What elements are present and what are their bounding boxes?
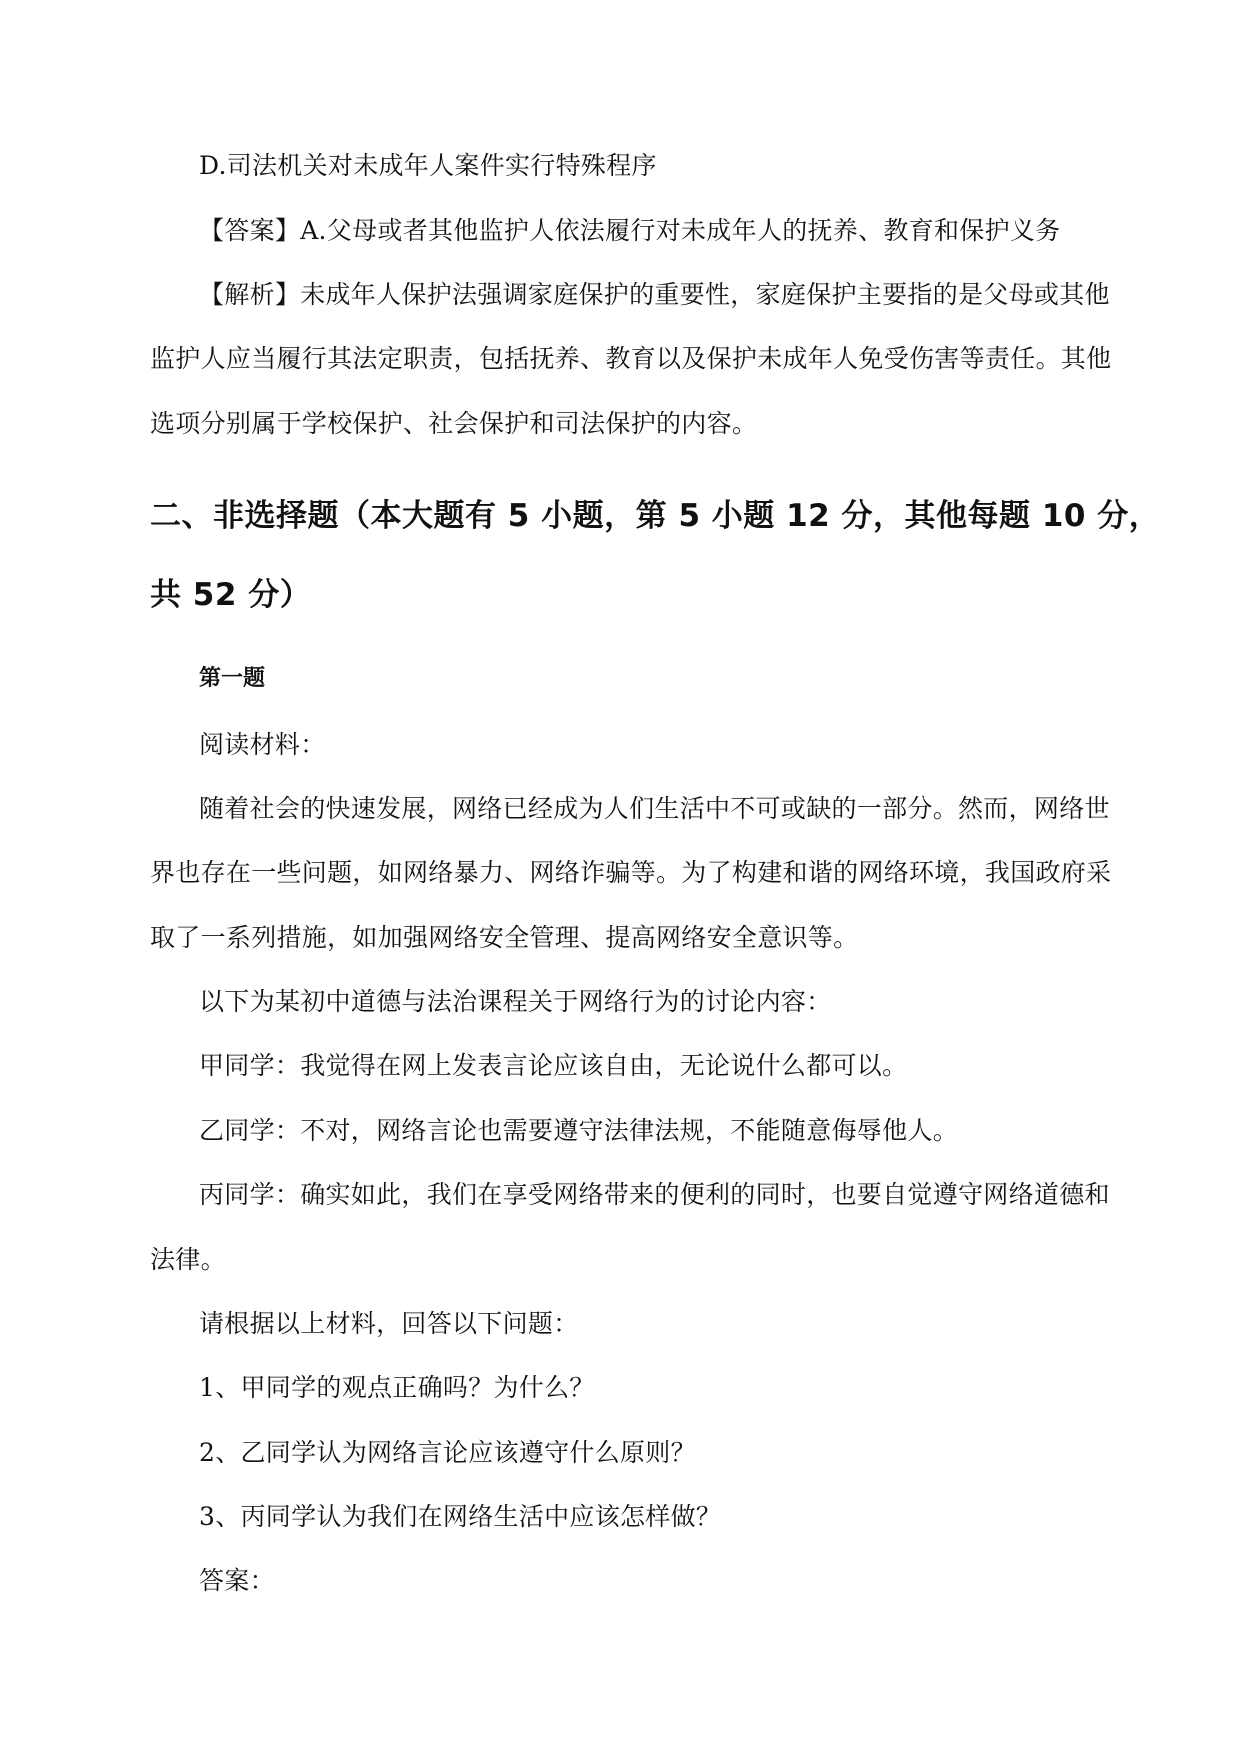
student-c-statement-line-2: 法律。 (150, 1245, 226, 1274)
discussion-intro: 以下为某初中道德与法治课程关于网络行为的讨论内容： (199, 987, 832, 1016)
read-label: 阅读材料： (199, 730, 326, 759)
material-line-2: 界也存在一些问题，如网络暴力、网络诈骗等。为了构建和谐的网络环境，我国政府采 (150, 858, 1112, 887)
material-line-1: 随着社会的快速发展，网络已经成为人们生活中不可或缺的一部分。然而，网络世 (199, 794, 1110, 823)
analysis-line-1: 【解析】未成年人保护法强调家庭保护的重要性，家庭保护主要指的是父母或其他 (199, 280, 1110, 309)
student-b-statement: 乙同学：不对，网络言论也需要遵守法律法规，不能随意侮辱他人。 (199, 1116, 959, 1145)
material-line-3: 取了一系列措施，如加强网络安全管理、提高网络安全意识等。 (150, 923, 859, 952)
sub-question-1: 1、甲同学的观点正确吗？为什么？ (199, 1373, 595, 1402)
question-prompt: 请根据以上材料，回答以下问题： (199, 1309, 579, 1338)
student-a-statement: 甲同学：我觉得在网上发表言论应该自由，无论说什么都可以。 (199, 1051, 908, 1080)
section-heading-line-1: 二、非选择题（本大题有 5 小题，第 5 小题 12 分，其他每题 10 分， (150, 498, 1161, 534)
answer-line: 【答案】A.父母或者其他监护人依法履行对未成年人的抚养、教育和保护义务 (199, 216, 1061, 245)
sub-question-3: 3、丙同学认为我们在网络生活中应该怎样做？ (199, 1502, 722, 1531)
analysis-line-2: 监护人应当履行其法定职责，包括抚养、教育以及保护未成年人免受伤害等责任。其他 (150, 344, 1112, 373)
option-d: D.司法机关对未成年人案件实行特殊程序 (199, 151, 657, 180)
question-title: 第一题 (199, 666, 266, 691)
answer-label: 答案： (199, 1566, 275, 1595)
student-c-statement-line-1: 丙同学：确实如此，我们在享受网络带来的便利的同时，也要自觉遵守网络道德和 (199, 1180, 1110, 1209)
analysis-line-3: 选项分别属于学校保护、社会保护和司法保护的内容。 (150, 409, 758, 438)
section-heading-line-2: 共 52 分） (150, 577, 312, 613)
sub-question-2: 2、乙同学认为网络言论应该遵守什么原则？ (199, 1438, 696, 1467)
